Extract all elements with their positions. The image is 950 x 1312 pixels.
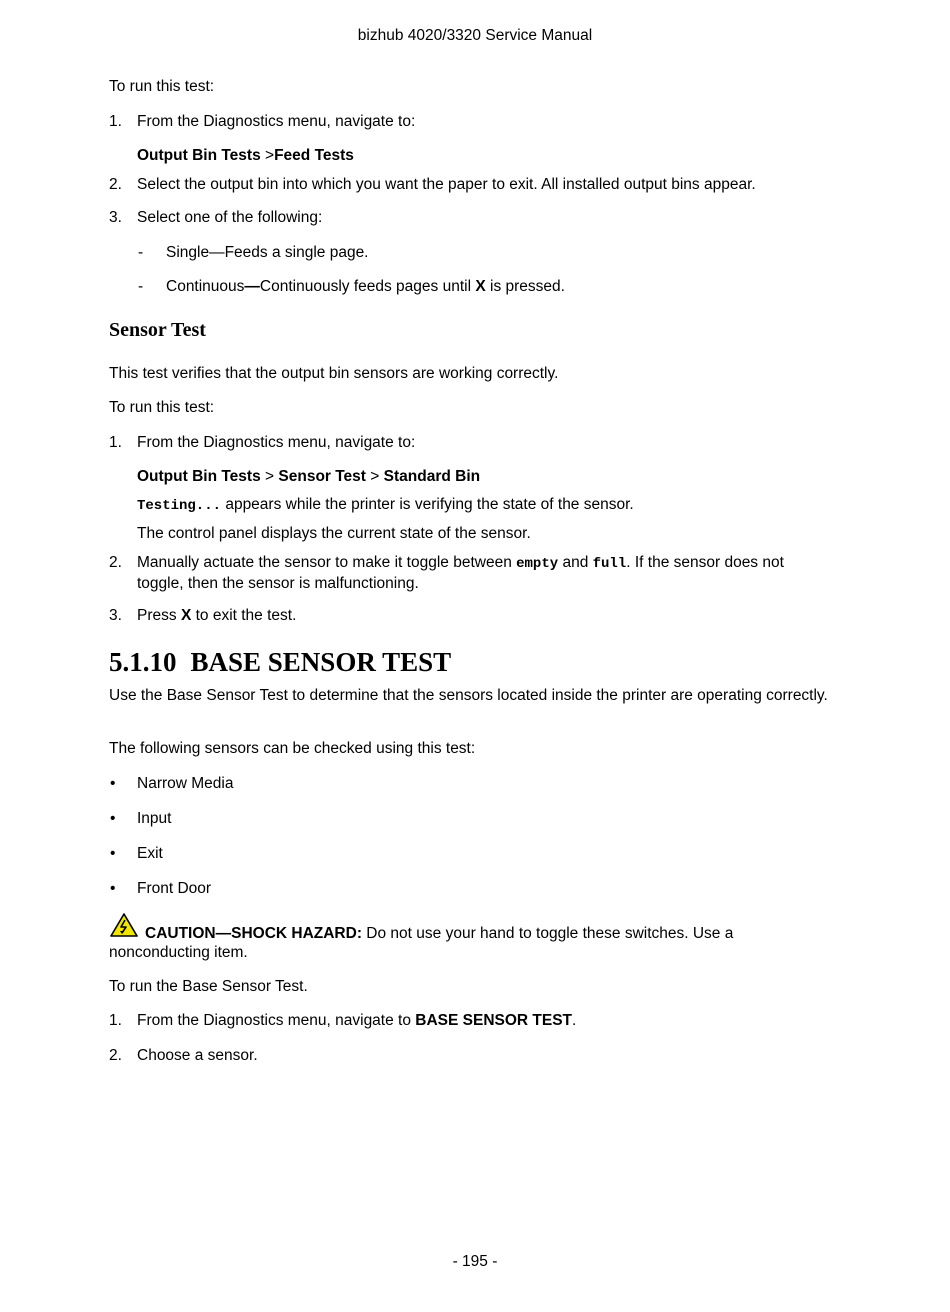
feed-option-2-dash: - bbox=[138, 278, 144, 295]
feed-option-1-dash: - bbox=[138, 244, 144, 261]
caution-note bbox=[109, 924, 809, 962]
base-sensor-heading bbox=[109, 646, 451, 678]
bullet: • bbox=[110, 775, 116, 792]
feed-option-2-x: X bbox=[475, 278, 486, 295]
sensor-step-2-a: Manually actuate the sensor to make it toggle between bbox=[137, 554, 517, 571]
base-step-2-number: 2. bbox=[109, 1047, 122, 1064]
sensor-item: Input bbox=[137, 810, 172, 827]
caution-text: Do not use your hand to toggle these switches. Use a nonconducting item. bbox=[109, 925, 734, 961]
feed-option-2 bbox=[166, 277, 565, 296]
sensor-desc: This test verifies that the output bin sensors are working correctly. bbox=[109, 365, 559, 382]
feed-option-2-c: is pressed. bbox=[485, 278, 565, 295]
feed-option-2-a: Continuous bbox=[166, 278, 245, 295]
sensor-testing-line bbox=[137, 495, 634, 516]
base-step-1-number: 1. bbox=[109, 1012, 122, 1029]
sensor-step-1: From the Diagnostics menu, navigate to: bbox=[137, 434, 416, 451]
base-step-1-b: BASE SENSOR TEST bbox=[415, 1012, 573, 1029]
base-step-1-c: . bbox=[572, 1012, 577, 1029]
sensor-test-heading: Sensor Test bbox=[109, 319, 206, 341]
bullet: • bbox=[110, 810, 116, 827]
sensor-step-3-a: Press bbox=[137, 607, 181, 624]
sensor-item: Front Door bbox=[137, 880, 212, 897]
caution-label: CAUTION—SHOCK HAZARD: bbox=[145, 925, 362, 942]
feed-step-2: Select the output bin into which you want the paper to exit. All installed output bins appear. bbox=[137, 176, 756, 193]
sensor-item: Exit bbox=[137, 845, 163, 862]
base-step-1 bbox=[137, 1011, 576, 1030]
base-desc: Use the Base Sensor Test to determine that the sensors located inside the printer are operating correctly. bbox=[109, 687, 828, 704]
sensor-panel-line: The control panel displays the current state of the sensor. bbox=[137, 525, 531, 542]
feed-step-3: Select one of the following: bbox=[137, 209, 323, 226]
sensor-step-1-number: 1. bbox=[109, 434, 122, 451]
feed-step-3-number: 3. bbox=[109, 209, 122, 226]
sensor-step-3-b: to exit the test. bbox=[191, 607, 297, 624]
feed-option-2-em: — bbox=[244, 278, 260, 295]
feed-path-a: Output Bin Tests bbox=[137, 147, 261, 164]
section-number: 5.1.10 bbox=[109, 647, 177, 677]
sensor-step-3 bbox=[137, 606, 296, 625]
sensor-path-sep-1: > bbox=[260, 468, 279, 485]
sensor-step-2-number: 2. bbox=[109, 554, 122, 571]
sensor-item: Narrow Media bbox=[137, 775, 234, 792]
sensor-path-a: Output Bin Tests bbox=[137, 468, 261, 485]
feed-intro: To run this test: bbox=[109, 78, 215, 95]
base-step-1-a: From the Diagnostics menu, navigate to bbox=[137, 1012, 416, 1029]
sensor-path-sep-2: > bbox=[365, 468, 384, 485]
base-list-intro: The following sensors can be checked using this test: bbox=[109, 740, 476, 757]
feed-option-1: Single—Feeds a single page. bbox=[166, 244, 369, 261]
feed-path bbox=[137, 146, 354, 165]
sensor-path-b: Sensor Test bbox=[278, 468, 366, 485]
sensor-step-2-b: . If the sensor does not toggle, then the sensor is malfunctioning. bbox=[137, 554, 784, 592]
page-header: bizhub 4020/3320 Service Manual bbox=[357, 27, 593, 44]
bullet: • bbox=[110, 845, 116, 862]
feed-step-2-number: 2. bbox=[109, 176, 122, 193]
feed-path-sep: > bbox=[265, 147, 275, 164]
base-step-2: Choose a sensor. bbox=[137, 1047, 258, 1064]
testing-rest: appears while the printer is verifying the state of the sensor. bbox=[221, 496, 634, 513]
feed-step-1-number: 1. bbox=[109, 113, 122, 130]
full-code: full bbox=[592, 556, 627, 572]
bullet: • bbox=[110, 880, 116, 897]
sensor-step-2 bbox=[137, 553, 822, 593]
page-number: - 195 - bbox=[452, 1253, 498, 1270]
sensor-path-c: Standard Bin bbox=[383, 468, 481, 485]
sensor-step-3-number: 3. bbox=[109, 607, 122, 624]
empty-code: empty bbox=[516, 556, 559, 572]
section-title: BASE SENSOR TEST bbox=[190, 647, 452, 677]
sensor-step-2-and: and bbox=[558, 554, 593, 571]
feed-step-1: From the Diagnostics menu, navigate to: bbox=[137, 113, 416, 130]
feed-path-b: Feed Tests bbox=[274, 147, 354, 164]
feed-option-2-b: Continuously feeds pages until bbox=[259, 278, 476, 295]
testing-code: Testing... bbox=[137, 498, 222, 514]
base-run: To run the Base Sensor Test. bbox=[109, 978, 308, 995]
sensor-intro: To run this test: bbox=[109, 399, 215, 416]
sensor-path bbox=[137, 467, 480, 486]
sensor-step-3-x: X bbox=[180, 607, 192, 624]
